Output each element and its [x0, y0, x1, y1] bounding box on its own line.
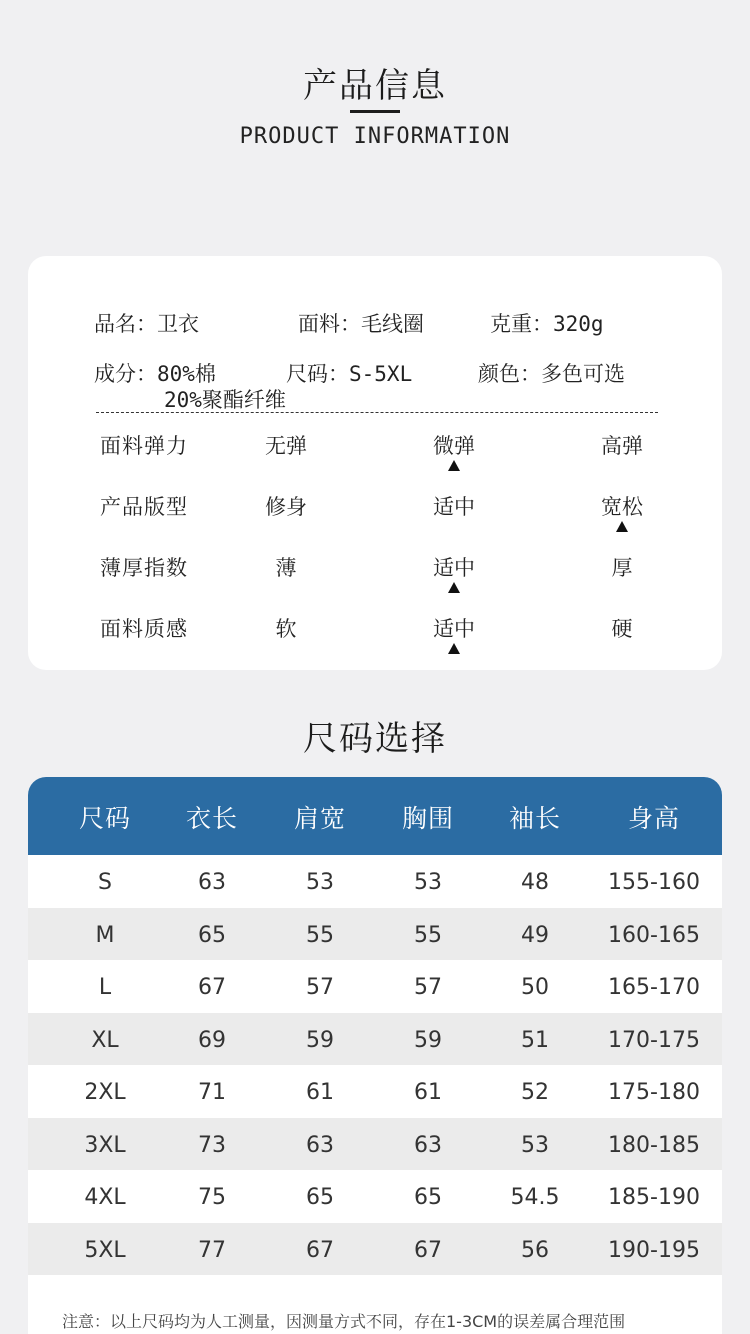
attribute-row — [28, 430, 722, 470]
info-size-range: 尺码：S-5XL — [286, 362, 413, 386]
table-row — [28, 855, 722, 908]
column-header: 肩宽 — [293, 804, 346, 833]
attribute-option: 适中 — [433, 617, 475, 641]
page-title-en: PRODUCT INFORMATION — [239, 124, 511, 149]
attribute-option: 薄 — [275, 556, 297, 580]
attribute-label: 面料弹力 — [100, 434, 188, 458]
table-cell: 51 — [521, 1027, 549, 1053]
info-name: 品名：卫衣 — [94, 312, 199, 336]
table-cell: 2XL — [84, 1080, 126, 1105]
table-cell: 69 — [198, 1027, 226, 1053]
dashed-divider — [96, 412, 658, 413]
size-table-body — [28, 855, 722, 1275]
table-cell: XL — [91, 1027, 119, 1053]
title-underline — [350, 110, 400, 113]
attribute-row — [28, 613, 722, 653]
table-cell: 67 — [414, 1237, 442, 1263]
column-header: 袖长 — [508, 804, 561, 833]
table-cell: 3XL — [84, 1132, 126, 1158]
measurement-note: 注意：以上尺码均为人工测量，因测量方式不同，存在1-3CM的误差属合理范围 — [62, 1312, 626, 1331]
table-cell: 61 — [414, 1080, 442, 1105]
table-cell: 52 — [521, 1080, 549, 1105]
table-cell: 65 — [198, 922, 226, 948]
table-cell: 55 — [306, 922, 334, 948]
table-cell: 155-160 — [608, 870, 700, 895]
table-cell: 75 — [198, 1185, 226, 1210]
table-cell: 59 — [414, 1027, 442, 1053]
table-cell: 175-180 — [608, 1080, 700, 1105]
table-cell: 67 — [306, 1237, 334, 1263]
attribute-option: 高弹 — [601, 434, 643, 458]
column-header: 衣长 — [185, 804, 238, 833]
table-cell: 57 — [414, 975, 442, 1000]
info-weight: 克重：320g — [490, 312, 604, 336]
table-cell: 63 — [414, 1132, 442, 1158]
attribute-option: 适中 — [433, 556, 475, 580]
table-cell: 56 — [521, 1237, 549, 1263]
selected-marker-icon — [448, 460, 460, 471]
table-cell: 57 — [306, 975, 334, 1000]
table-row — [28, 1013, 722, 1066]
table-cell: M — [95, 922, 115, 948]
table-cell: 59 — [306, 1027, 334, 1053]
table-cell: 53 — [521, 1132, 549, 1158]
table-cell: 53 — [306, 870, 334, 895]
table-cell: 4XL — [84, 1185, 126, 1210]
table-cell: 165-170 — [608, 975, 700, 1000]
attribute-label: 面料质感 — [100, 617, 188, 641]
table-cell: 63 — [306, 1132, 334, 1158]
attribute-option: 适中 — [433, 495, 475, 519]
table-row — [28, 1170, 722, 1223]
table-cell: 61 — [306, 1080, 334, 1105]
attribute-option: 厚 — [611, 556, 633, 580]
table-cell: 49 — [521, 922, 549, 948]
table-row — [28, 908, 722, 961]
selected-marker-icon — [616, 521, 628, 532]
table-cell: 73 — [198, 1132, 226, 1158]
table-cell: 67 — [198, 975, 226, 1000]
table-row — [28, 1223, 722, 1276]
info-color: 颜色：多色可选 — [478, 362, 625, 386]
attribute-option: 硬 — [611, 617, 633, 641]
column-header: 身高 — [627, 804, 680, 833]
table-cell: 180-185 — [608, 1132, 700, 1158]
attribute-option: 软 — [275, 617, 297, 641]
attribute-row — [28, 491, 722, 531]
table-cell: 50 — [521, 975, 549, 1000]
selected-marker-icon — [448, 643, 460, 654]
size-table-header — [28, 777, 722, 855]
table-cell: 185-190 — [608, 1185, 700, 1210]
attribute-option: 修身 — [265, 495, 307, 519]
table-cell: 71 — [198, 1080, 226, 1105]
table-cell: 63 — [198, 870, 226, 895]
size-section-title: 尺码选择 — [303, 719, 447, 759]
selected-marker-icon — [448, 582, 460, 593]
table-cell: 65 — [306, 1185, 334, 1210]
table-cell: 54.5 — [510, 1185, 560, 1210]
page-title-cn: 产品信息 — [303, 66, 447, 106]
table-cell: 55 — [414, 922, 442, 948]
table-cell: S — [98, 870, 112, 895]
table-cell: L — [98, 975, 112, 1000]
attribute-label: 产品版型 — [100, 495, 188, 519]
attribute-option: 无弹 — [265, 434, 307, 458]
table-row — [28, 1065, 722, 1118]
attribute-option: 微弹 — [433, 434, 475, 458]
table-cell: 48 — [521, 870, 549, 895]
table-row — [28, 1118, 722, 1171]
column-header: 尺码 — [78, 804, 131, 833]
info-fabric: 面料：毛线圈 — [298, 312, 424, 336]
info-composition-extra: 20%聚酯纤维 — [164, 388, 286, 412]
info-composition: 成分：80%棉 — [94, 362, 216, 386]
attribute-option: 宽松 — [601, 495, 643, 519]
attribute-row — [28, 552, 722, 592]
column-header: 胸围 — [401, 804, 454, 833]
attribute-label: 薄厚指数 — [100, 556, 188, 580]
table-cell: 5XL — [84, 1237, 126, 1263]
table-cell: 65 — [414, 1185, 442, 1210]
size-table — [28, 777, 722, 1334]
table-cell: 190-195 — [608, 1237, 700, 1263]
table-cell: 160-165 — [608, 922, 700, 948]
table-row — [28, 960, 722, 1013]
table-cell: 77 — [198, 1237, 226, 1263]
table-cell: 53 — [414, 870, 442, 895]
table-cell: 170-175 — [608, 1027, 700, 1053]
product-info-card — [28, 256, 722, 670]
